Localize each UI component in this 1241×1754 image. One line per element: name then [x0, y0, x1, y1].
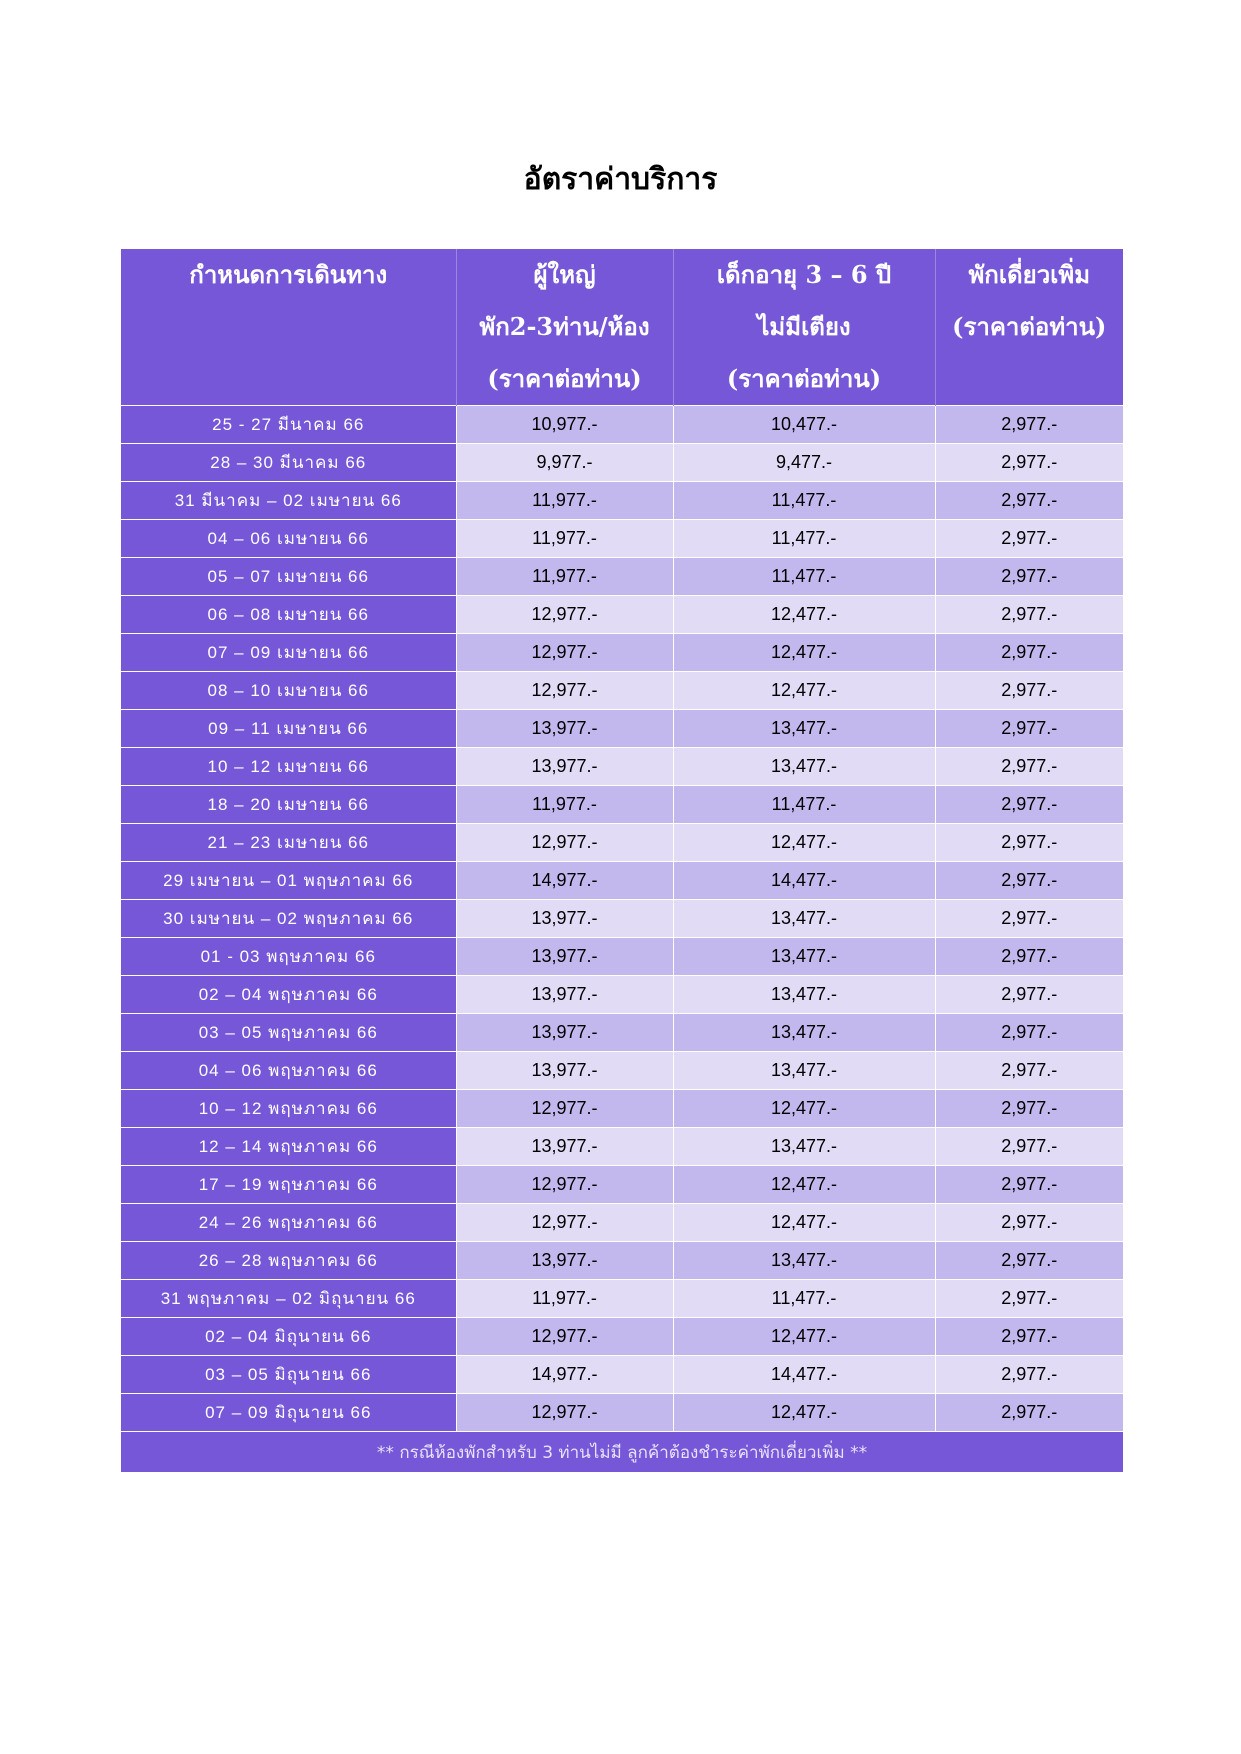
travel-date-cell: 30 เมษายน – 02 พฤษภาคม 66: [121, 900, 456, 938]
child-price-cell: 10,477.-: [673, 406, 935, 444]
child-price-cell: 13,477.-: [673, 1052, 935, 1090]
table-row: [121, 862, 1123, 900]
single-supplement-cell: 2,977.-: [935, 1242, 1123, 1280]
travel-date-cell: 02 – 04 มิถุนายน 66: [121, 1318, 456, 1356]
single-supplement-cell: 2,977.-: [935, 558, 1123, 596]
single-supplement-cell: 2,977.-: [935, 444, 1123, 482]
table-row: [121, 710, 1123, 748]
adult-price-cell: 13,977.-: [456, 710, 673, 748]
header-line: (ราคาต่อท่าน): [952, 312, 1107, 341]
child-price-cell: 11,477.-: [673, 786, 935, 824]
travel-date-cell: 26 – 28 พฤษภาคม 66: [121, 1242, 456, 1280]
single-supplement-cell: 2,977.-: [935, 900, 1123, 938]
footnote-row: [121, 1432, 1123, 1473]
child-price-cell: 12,477.-: [673, 1090, 935, 1128]
single-supplement-cell: 2,977.-: [935, 1052, 1123, 1090]
header-travel-date: [121, 249, 456, 406]
single-supplement-cell: 2,977.-: [935, 1128, 1123, 1166]
adult-price-cell: 13,977.-: [456, 900, 673, 938]
child-price-cell: 12,477.-: [673, 1318, 935, 1356]
travel-date-cell: 06 – 08 เมษายน 66: [121, 596, 456, 634]
single-supplement-cell: 2,977.-: [935, 634, 1123, 672]
adult-price-cell: 13,977.-: [456, 748, 673, 786]
single-supplement-cell: 2,977.-: [935, 1280, 1123, 1318]
table-row: [121, 444, 1123, 482]
table-body: [121, 406, 1123, 1432]
child-price-cell: 14,477.-: [673, 1356, 935, 1394]
adult-price-cell: 11,977.-: [456, 482, 673, 520]
travel-date-cell: 02 – 04 พฤษภาคม 66: [121, 976, 456, 1014]
table-row: [121, 482, 1123, 520]
adult-price-cell: 12,977.-: [456, 596, 673, 634]
adult-price-cell: 13,977.-: [456, 938, 673, 976]
table-row: [121, 938, 1123, 976]
header-line: (ราคาต่อท่าน): [487, 364, 642, 393]
table-row: [121, 558, 1123, 596]
header-row: [121, 249, 1123, 406]
single-supplement-cell: 2,977.-: [935, 862, 1123, 900]
adult-price-cell: 12,977.-: [456, 672, 673, 710]
table-row: [121, 1242, 1123, 1280]
header-single-supplement: [935, 249, 1123, 406]
travel-date-cell: 05 – 07 เมษายน 66: [121, 558, 456, 596]
adult-price-cell: 13,977.-: [456, 1052, 673, 1090]
travel-date-cell: 18 – 20 เมษายน 66: [121, 786, 456, 824]
adult-price-cell: 14,977.-: [456, 1356, 673, 1394]
travel-date-cell: 07 – 09 เมษายน 66: [121, 634, 456, 672]
travel-date-cell: 04 – 06 พฤษภาคม 66: [121, 1052, 456, 1090]
single-supplement-cell: 2,977.-: [935, 1166, 1123, 1204]
page-title: อัตราค่าบริการ: [523, 162, 718, 197]
header-line: (ราคาต่อท่าน): [726, 364, 882, 393]
single-supplement-cell: 2,977.-: [935, 938, 1123, 976]
single-supplement-cell: 2,977.-: [935, 1318, 1123, 1356]
table-row: [121, 1090, 1123, 1128]
child-price-cell: 12,477.-: [673, 1166, 935, 1204]
single-supplement-cell: 2,977.-: [935, 520, 1123, 558]
child-price-cell: 11,477.-: [673, 1280, 935, 1318]
header-line: กำหนดการเดินทาง: [189, 260, 388, 289]
header-adult-price: [456, 249, 673, 406]
travel-date-cell: 10 – 12 พฤษภาคม 66: [121, 1090, 456, 1128]
adult-price-cell: 13,977.-: [456, 1128, 673, 1166]
table-row: [121, 1318, 1123, 1356]
table-row: [121, 1280, 1123, 1318]
child-price-cell: 9,477.-: [673, 444, 935, 482]
table-row: [121, 672, 1123, 710]
single-supplement-cell: 2,977.-: [935, 1394, 1123, 1432]
rate-table: [121, 249, 1123, 1472]
header-line: เด็กอายุ 3 – 6 ปี: [716, 260, 892, 289]
adult-price-cell: 12,977.-: [456, 634, 673, 672]
travel-date-cell: 09 – 11 เมษายน 66: [121, 710, 456, 748]
adult-price-cell: 13,977.-: [456, 1014, 673, 1052]
adult-price-cell: 14,977.-: [456, 862, 673, 900]
child-price-cell: 12,477.-: [673, 634, 935, 672]
adult-price-cell: 12,977.-: [456, 1090, 673, 1128]
header-line: ไม่มีเตียง: [757, 312, 851, 341]
adult-price-cell: 11,977.-: [456, 786, 673, 824]
table-header: [121, 249, 1123, 406]
single-supplement-cell: 2,977.-: [935, 786, 1123, 824]
adult-price-cell: 12,977.-: [456, 1166, 673, 1204]
travel-date-cell: 01 - 03 พฤษภาคม 66: [121, 938, 456, 976]
travel-date-cell: 10 – 12 เมษายน 66: [121, 748, 456, 786]
table-row: [121, 520, 1123, 558]
single-supplement-cell: 2,977.-: [935, 824, 1123, 862]
travel-date-cell: 31 พฤษภาคม – 02 มิถุนายน 66: [121, 1280, 456, 1318]
adult-price-cell: 13,977.-: [456, 1242, 673, 1280]
table-row: [121, 1166, 1123, 1204]
table-row: [121, 1052, 1123, 1090]
travel-date-cell: 28 – 30 มีนาคม 66: [121, 444, 456, 482]
header-line: พักเดี่ยวเพิ่ม: [968, 260, 1091, 289]
table-row: [121, 1356, 1123, 1394]
child-price-cell: 13,477.-: [673, 1014, 935, 1052]
child-price-cell: 13,477.-: [673, 976, 935, 1014]
child-price-cell: 13,477.-: [673, 748, 935, 786]
adult-price-cell: 11,977.-: [456, 1280, 673, 1318]
adult-price-cell: 12,977.-: [456, 824, 673, 862]
table-row: [121, 786, 1123, 824]
table-row: [121, 748, 1123, 786]
travel-date-cell: 21 – 23 เมษายน 66: [121, 824, 456, 862]
table-row: [121, 1394, 1123, 1432]
travel-date-cell: 29 เมษายน – 01 พฤษภาคม 66: [121, 862, 456, 900]
adult-price-cell: 12,977.-: [456, 1318, 673, 1356]
travel-date-cell: 04 – 06 เมษายน 66: [121, 520, 456, 558]
adult-price-cell: 9,977.-: [456, 444, 673, 482]
adult-price-cell: 10,977.-: [456, 406, 673, 444]
header-child-price: [673, 249, 935, 406]
child-price-cell: 13,477.-: [673, 710, 935, 748]
travel-date-cell: 03 – 05 มิถุนายน 66: [121, 1356, 456, 1394]
adult-price-cell: 12,977.-: [456, 1394, 673, 1432]
adult-price-cell: 12,977.-: [456, 1204, 673, 1242]
travel-date-cell: 17 – 19 พฤษภาคม 66: [121, 1166, 456, 1204]
table-row: [121, 596, 1123, 634]
table-row: [121, 824, 1123, 862]
child-price-cell: 13,477.-: [673, 1128, 935, 1166]
table-row: [121, 634, 1123, 672]
adult-price-cell: 11,977.-: [456, 558, 673, 596]
child-price-cell: 13,477.-: [673, 900, 935, 938]
child-price-cell: 14,477.-: [673, 862, 935, 900]
single-supplement-cell: 2,977.-: [935, 1204, 1123, 1242]
single-supplement-cell: 2,977.-: [935, 976, 1123, 1014]
travel-date-cell: 08 – 10 เมษายน 66: [121, 672, 456, 710]
child-price-cell: 13,477.-: [673, 1242, 935, 1280]
header-line: พัก2-3ท่าน/ห้อง: [479, 312, 650, 341]
single-supplement-cell: 2,977.-: [935, 1090, 1123, 1128]
child-price-cell: 12,477.-: [673, 824, 935, 862]
travel-date-cell: 07 – 09 มิถุนายน 66: [121, 1394, 456, 1432]
travel-date-cell: 31 มีนาคม – 02 เมษายน 66: [121, 482, 456, 520]
table-row: [121, 900, 1123, 938]
child-price-cell: 11,477.-: [673, 520, 935, 558]
table-footer: [121, 1432, 1123, 1473]
single-supplement-cell: 2,977.-: [935, 1014, 1123, 1052]
table-row: [121, 1204, 1123, 1242]
table-row: [121, 1128, 1123, 1166]
single-supplement-cell: 2,977.-: [935, 482, 1123, 520]
single-supplement-cell: 2,977.-: [935, 710, 1123, 748]
table-row: [121, 976, 1123, 1014]
table-row: [121, 406, 1123, 444]
single-supplement-cell: 2,977.-: [935, 672, 1123, 710]
travel-date-cell: 24 – 26 พฤษภาคม 66: [121, 1204, 456, 1242]
child-price-cell: 11,477.-: [673, 482, 935, 520]
child-price-cell: 12,477.-: [673, 596, 935, 634]
footnote: ** กรณีห้องพักสำหรับ 3 ท่านไม่มี ลูกค้าต้องชำระค่าพักเดี่ยวเพิ่ม **: [121, 1432, 1123, 1473]
single-supplement-cell: 2,977.-: [935, 406, 1123, 444]
child-price-cell: 12,477.-: [673, 1394, 935, 1432]
child-price-cell: 12,477.-: [673, 672, 935, 710]
header-line: ผู้ใหญ่: [533, 260, 596, 289]
child-price-cell: 13,477.-: [673, 938, 935, 976]
child-price-cell: 11,477.-: [673, 558, 935, 596]
child-price-cell: 12,477.-: [673, 1204, 935, 1242]
single-supplement-cell: 2,977.-: [935, 748, 1123, 786]
adult-price-cell: 13,977.-: [456, 976, 673, 1014]
travel-date-cell: 12 – 14 พฤษภาคม 66: [121, 1128, 456, 1166]
single-supplement-cell: 2,977.-: [935, 1356, 1123, 1394]
single-supplement-cell: 2,977.-: [935, 596, 1123, 634]
travel-date-cell: 25 - 27 มีนาคม 66: [121, 406, 456, 444]
travel-date-cell: 03 – 05 พฤษภาคม 66: [121, 1014, 456, 1052]
table-row: [121, 1014, 1123, 1052]
adult-price-cell: 11,977.-: [456, 520, 673, 558]
